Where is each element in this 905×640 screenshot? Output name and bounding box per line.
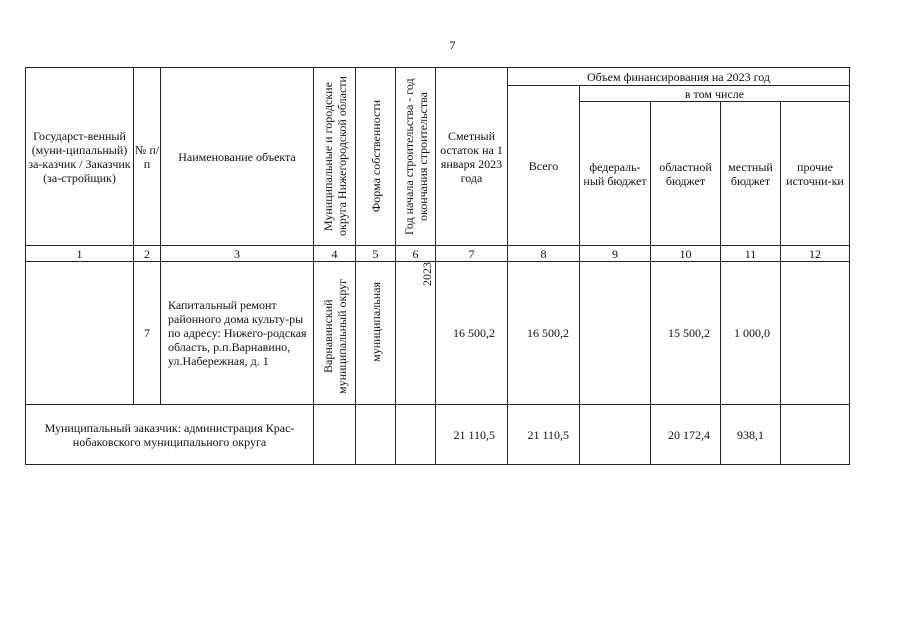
header-financing: Объем финансирования на 2023 год (507, 67, 850, 85)
header-balance: Сметный остаток на 1 января 2023 года (435, 67, 507, 245)
row-other (780, 261, 850, 404)
col-number: 6 (395, 245, 435, 261)
header-federal: федераль-ный бюджет (579, 101, 650, 245)
col-number: 10 (650, 245, 720, 261)
summary-balance: 21 110,5 (435, 404, 507, 465)
header-other: прочие источни-ки (780, 101, 850, 245)
header-regional: областной бюджет (650, 101, 720, 245)
row-local: 1 000,0 (720, 261, 780, 404)
summary-total: 21 110,5 (507, 404, 579, 465)
header-including: в том числе (579, 85, 850, 101)
row-ownership: муниципальная (355, 261, 395, 404)
col-number: 2 (133, 245, 160, 261)
summary-municipality (313, 404, 355, 465)
row-balance: 16 500,2 (435, 261, 507, 404)
row-municipality: Варнавинский муниципальный округ (313, 261, 355, 404)
summary-label: Муниципальный заказчик: администрация Крас-нобаковского муниципального округа (25, 404, 313, 465)
summary-federal (579, 404, 650, 465)
row-years: 2023 (395, 261, 435, 404)
row-num: 7 (133, 261, 160, 404)
col-number: 11 (720, 245, 780, 261)
row-regional: 15 500,2 (650, 261, 720, 404)
header-years: Год начала строительства - год окончания строительства (395, 67, 435, 245)
header-total: Всего (507, 85, 579, 245)
col-number: 7 (435, 245, 507, 261)
col-number: 5 (355, 245, 395, 261)
summary-other (780, 404, 850, 465)
col-number: 12 (780, 245, 850, 261)
row-object-name: Капитальный ремонт районного дома культу-ры по адресу: Нижего-родская область, р.п.Варнавино, ул.Набережная, д. 1 (160, 261, 313, 404)
summary-years (395, 404, 435, 465)
header-object-name: Наименование объекта (160, 67, 313, 245)
header-ownership: Форма собственности (355, 67, 395, 245)
col-number: 1 (25, 245, 133, 261)
header-municipality: Муниципальные и городские округа Нижегородской области (313, 67, 355, 245)
header-customer: Государст-венный (муни-ципальный) за-казчик / Заказчик (за-стройщик) (25, 67, 133, 245)
header-local: местный бюджет (720, 101, 780, 245)
summary-ownership (355, 404, 395, 465)
row-total: 16 500,2 (507, 261, 579, 404)
col-number: 3 (160, 245, 313, 261)
header-num: № п/п (133, 67, 160, 245)
col-number: 9 (579, 245, 650, 261)
page-number: 7 (449, 38, 456, 52)
col-number: 4 (313, 245, 355, 261)
summary-regional: 20 172,4 (650, 404, 720, 465)
summary-local: 938,1 (720, 404, 780, 465)
col-number: 8 (507, 245, 579, 261)
row-federal (579, 261, 650, 404)
row-customer (25, 261, 133, 404)
